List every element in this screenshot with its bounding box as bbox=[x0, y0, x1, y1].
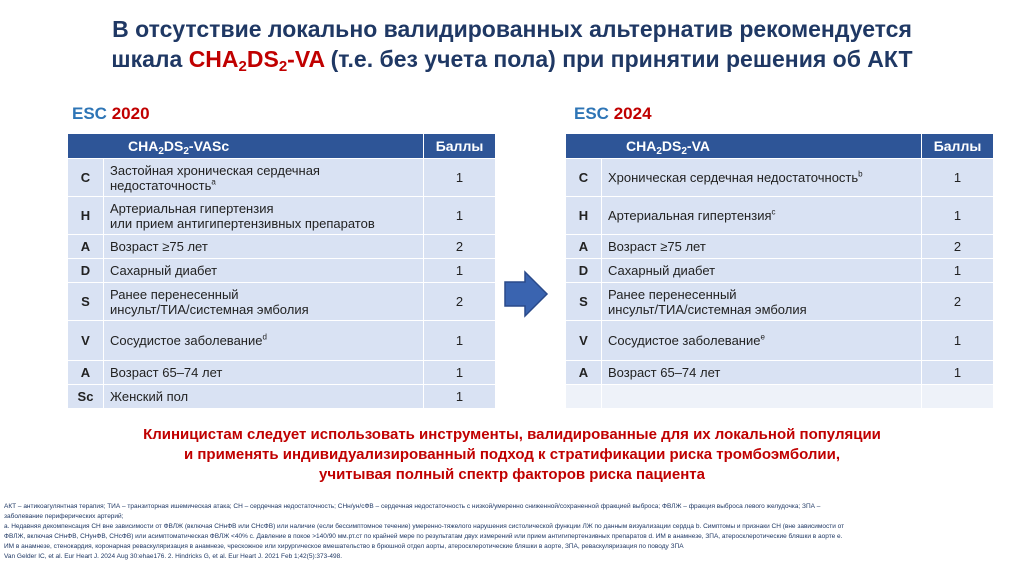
row-criterion-line2: инсульт/ТИА/системная эмболия bbox=[608, 301, 807, 317]
table-row bbox=[68, 321, 496, 361]
row-points: 2 bbox=[424, 235, 496, 259]
row-criterion bbox=[104, 197, 424, 235]
clinical-line-3: учитывая полный спектр факторов риска пациента bbox=[319, 466, 705, 483]
table-row bbox=[566, 197, 994, 235]
clinical-line-2: и применять индивидуализированный подход к стратификации риска тромбоэмболии, bbox=[183, 446, 841, 463]
header-vasc: -VASc bbox=[188, 137, 230, 154]
row-letter: Sc bbox=[68, 385, 104, 409]
row-letter: V bbox=[68, 321, 104, 361]
row-criterion-line2: или прием антигипертензивных препаратов bbox=[110, 215, 375, 231]
row-criterion bbox=[602, 197, 922, 235]
row-footnote-mark: d bbox=[262, 332, 267, 342]
title-line-2-pre: шкала bbox=[111, 46, 189, 72]
table-header-row bbox=[68, 134, 496, 159]
table-row bbox=[68, 235, 496, 259]
points-header: Баллы bbox=[424, 134, 496, 159]
header-sub-a: 2 bbox=[158, 145, 164, 157]
title-line-1: В отсутствие локально валидированных альтернатив рекомендуется bbox=[112, 16, 912, 42]
esc-right-text: ESC bbox=[574, 104, 609, 123]
row-points: 1 bbox=[922, 361, 994, 385]
footnote-line-5: ИМ в анамнезе, стенокардия, коронарная реваскуляризация в анамнезе, чрескожное или хирургическое вмешательство в брюшной отдел аорты, атеросклеротические бляшки в аорте, ЗПА, реваскуляризация по поводу ЗПА bbox=[4, 543, 684, 550]
row-criterion: Сахарный диабет bbox=[602, 259, 922, 283]
table-row bbox=[68, 259, 496, 283]
esc-2020-label bbox=[72, 104, 150, 124]
row-criterion bbox=[104, 321, 424, 361]
row-criterion: Возраст ≥75 лет bbox=[602, 235, 922, 259]
row-points: 2 bbox=[424, 283, 496, 321]
row-points: 2 bbox=[922, 235, 994, 259]
header-va: -VA bbox=[686, 137, 710, 154]
table-row bbox=[68, 159, 496, 197]
empty-cell bbox=[566, 385, 602, 409]
row-criterion-line2: недостаточность bbox=[110, 177, 212, 193]
row-footnote-mark: c bbox=[771, 207, 776, 217]
header-ds: DS bbox=[163, 137, 184, 154]
title-line-2 bbox=[0, 44, 1024, 74]
footnote-line-1: АКТ – антикоагулянтная терапия; ТИА – транзиторная ишемическая атака; СН – сердечная недостаточность; СНн/ун/сФВ – сердечная недостаточность с низкой/умеренно сниженной/сохраненной фракцией выброса; ФВЛЖ – фракция выброса левого желудочка; ЗПА – bbox=[4, 503, 821, 510]
row-criterion bbox=[602, 159, 922, 197]
row-criterion bbox=[104, 283, 424, 321]
row-letter: S bbox=[566, 283, 602, 321]
title-ds: DS bbox=[246, 46, 279, 72]
row-criterion-line1: Застойная хроническая сердечная bbox=[110, 162, 320, 178]
row-points: 1 bbox=[922, 259, 994, 283]
table-row bbox=[68, 283, 496, 321]
row-criterion-line1: Ранее перенесенный bbox=[608, 286, 737, 302]
footnote-references: Van Gelder IC, et al. Eur Heart J. 2024 Aug 30:ehae176. 2. Hindricks G, et al. Eur Heart J. 2021 Feb 1;42(5):373-498. bbox=[4, 553, 343, 560]
title-line-2-post: (т.е. без учета пола) при принятии решения об АКТ bbox=[324, 46, 913, 72]
header-sub-b: 2 bbox=[183, 145, 189, 157]
row-points: 1 bbox=[424, 159, 496, 197]
slide-title bbox=[0, 14, 1024, 74]
clinical-line-1: Клиницистам следует использовать инструменты, валидированные для их локальной популяции bbox=[143, 426, 881, 443]
row-criterion: Сахарный диабет bbox=[104, 259, 424, 283]
table-row bbox=[566, 321, 994, 361]
row-criterion-line1: Сосудистое заболевание bbox=[608, 333, 761, 348]
esc-left-year: 2020 bbox=[111, 104, 150, 123]
row-letter: D bbox=[68, 259, 104, 283]
criteria-header bbox=[566, 134, 922, 159]
table-row bbox=[566, 361, 994, 385]
row-criterion: Возраст 65–74 лет bbox=[602, 361, 922, 385]
row-criterion-line1: Хроническая сердечная недостаточность bbox=[608, 170, 859, 185]
table-row bbox=[68, 361, 496, 385]
row-letter: A bbox=[566, 235, 602, 259]
footnote-line-4: ФВЛЖ, включая СНнФВ, СНунФВ, СНсФВ) или асимптоматическая ФВЛЖ <40% c. Давление в покое >140/90 мм.рт.ст по крайней мере по результатам двух измерений или прием антигипертензивных препаратов d. ИМ в анамнезе, ЗПА, атеросклеротические бляшки в аорте e. bbox=[4, 533, 843, 540]
table-row bbox=[68, 385, 496, 409]
row-points: 1 bbox=[424, 259, 496, 283]
title-va: -VA bbox=[287, 46, 325, 72]
arrow-right-icon bbox=[503, 270, 549, 318]
row-letter: D bbox=[566, 259, 602, 283]
row-letter: C bbox=[68, 159, 104, 197]
row-criterion-line1: Ранее перенесенный bbox=[110, 286, 239, 302]
row-criterion bbox=[602, 321, 922, 361]
row-points: 1 bbox=[424, 385, 496, 409]
row-letter: A bbox=[68, 361, 104, 385]
table-row bbox=[68, 197, 496, 235]
row-criterion-line1: Артериальная гипертензия bbox=[110, 200, 274, 216]
cha2ds2-vasc-table bbox=[67, 133, 496, 409]
row-letter: A bbox=[68, 235, 104, 259]
row-footnote-mark: b bbox=[858, 169, 863, 179]
row-letter: A bbox=[566, 361, 602, 385]
cha2ds2-va-table bbox=[565, 133, 994, 409]
title-sub-b: 2 bbox=[278, 58, 288, 75]
row-criterion: Возраст 65–74 лет bbox=[104, 361, 424, 385]
header-cha: CHA bbox=[128, 137, 159, 154]
row-criterion-line2: инсульт/ТИА/системная эмболия bbox=[110, 301, 309, 317]
row-letter: S bbox=[68, 283, 104, 321]
table-row-empty bbox=[566, 385, 994, 409]
esc-left-text: ESC bbox=[72, 104, 107, 123]
footnotes bbox=[4, 502, 1020, 562]
row-letter: H bbox=[68, 197, 104, 235]
row-criterion-line1: Сосудистое заболевание bbox=[110, 333, 263, 348]
row-letter: H bbox=[566, 197, 602, 235]
row-letter: V bbox=[566, 321, 602, 361]
clinical-recommendation bbox=[60, 425, 964, 485]
points-header: Баллы bbox=[922, 134, 994, 159]
header-sub-a: 2 bbox=[656, 145, 662, 157]
title-score-name bbox=[188, 46, 325, 75]
table-row bbox=[566, 235, 994, 259]
row-points: 1 bbox=[922, 321, 994, 361]
esc-right-year: 2024 bbox=[613, 104, 652, 123]
row-criterion: Женский пол bbox=[104, 385, 424, 409]
table-row bbox=[566, 159, 994, 197]
title-cha: CHA bbox=[188, 46, 239, 72]
header-sub-b: 2 bbox=[681, 145, 687, 157]
row-points: 1 bbox=[424, 197, 496, 235]
row-criterion bbox=[104, 159, 424, 197]
footnote-line-3: a. Недавняя декомпенсация СН вне зависимости от ФВЛЖ (включая СНнФВ или СНсФВ) или наличие (если бессимптомное течение) умеренно-тяжелого нарушения систолической функции ЛЖ по данным визуализации сердца b. Симптомы и признаки СН (вне зависимости от bbox=[4, 523, 845, 530]
row-points: 1 bbox=[424, 361, 496, 385]
empty-cell bbox=[602, 385, 922, 409]
row-criterion-line1: Артериальная гипертензия bbox=[608, 208, 772, 223]
criteria-header bbox=[68, 134, 424, 159]
row-criterion: Возраст ≥75 лет bbox=[104, 235, 424, 259]
row-footnote-mark: e bbox=[760, 332, 765, 342]
table-header-row bbox=[566, 134, 994, 159]
header-cha: CHA bbox=[626, 137, 657, 154]
row-points: 1 bbox=[922, 197, 994, 235]
row-points: 1 bbox=[424, 321, 496, 361]
title-sub-a: 2 bbox=[238, 58, 247, 75]
row-points: 1 bbox=[922, 159, 994, 197]
row-letter: C bbox=[566, 159, 602, 197]
row-criterion bbox=[602, 283, 922, 321]
footnote-line-2: заболевание периферических артерий; bbox=[4, 513, 124, 520]
empty-cell bbox=[922, 385, 994, 409]
table-row bbox=[566, 259, 994, 283]
header-ds: DS bbox=[661, 137, 682, 154]
row-points: 2 bbox=[922, 283, 994, 321]
row-footnote-mark: a bbox=[211, 177, 216, 187]
table-row bbox=[566, 283, 994, 321]
esc-2024-label bbox=[574, 104, 652, 124]
